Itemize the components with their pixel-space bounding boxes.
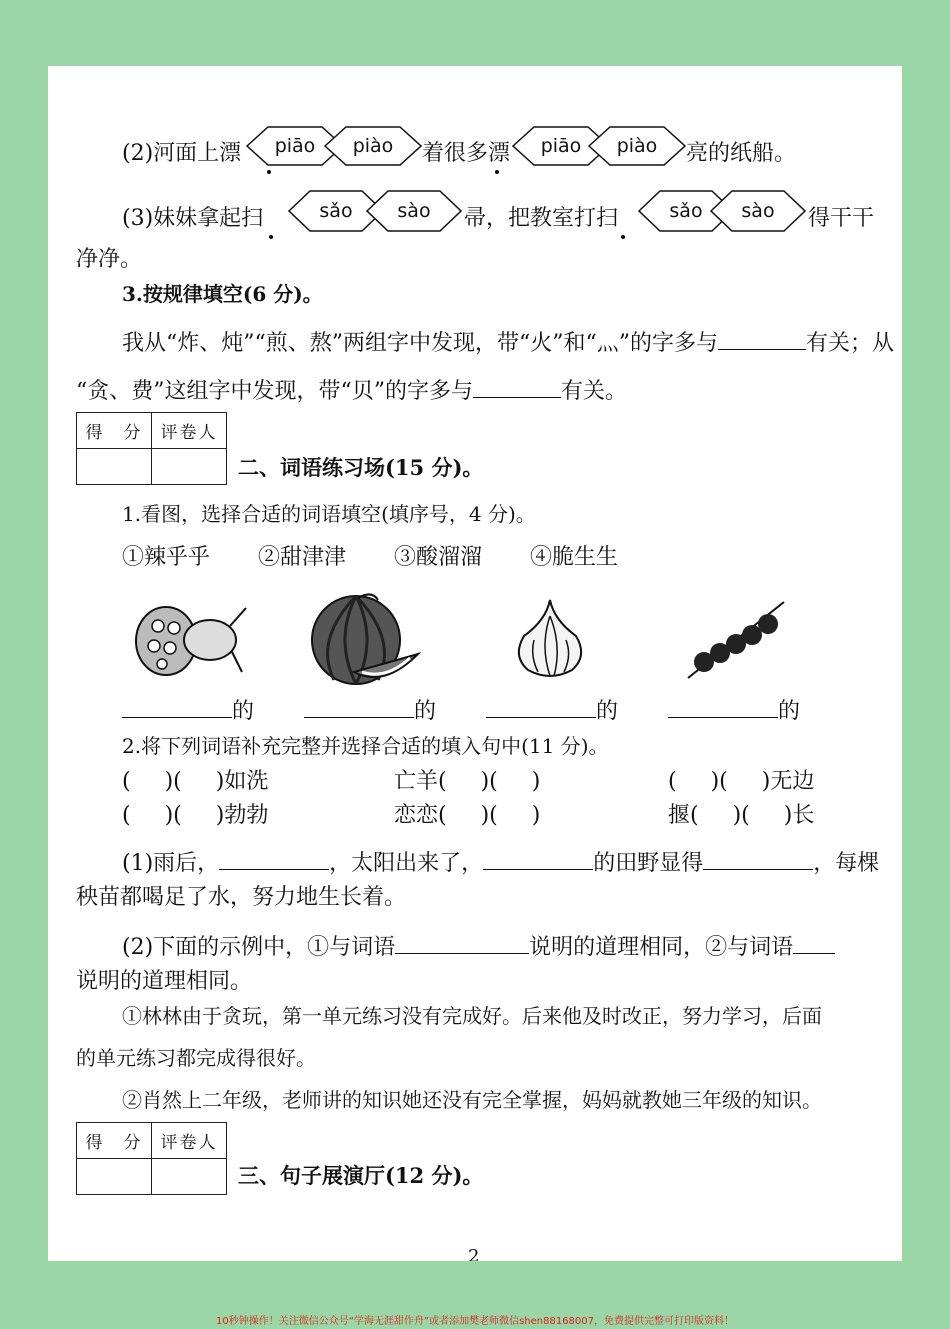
q2-suffix: 亮的纸船。 <box>686 141 797 166</box>
q2-title: 2.将下列词语补充完整并选择合适的填入句中(11 分)。 <box>122 734 609 758</box>
q1-title: 1.看图，选择合适的词语填空(填序号，4 分)。 <box>122 502 536 526</box>
answer-blank[interactable] <box>718 327 806 350</box>
footer-note: 10秒钟操作！关注微信公众号“学海无涯甜作舟”或者添加樊老师微信shen88168007，免费提供完整可打印版资料！ <box>215 1316 735 1327</box>
pinyin-diamond: piāo <box>512 126 610 166</box>
picture-blank-4: 的 <box>668 694 800 725</box>
grader-cell[interactable] <box>152 449 227 485</box>
q2-prefix: (2)河面上漂 <box>122 141 242 166</box>
score-table <box>76 1122 227 1195</box>
answer-blank[interactable] <box>219 847 329 870</box>
option-1: ①辣乎乎 <box>122 545 211 570</box>
watermelon-icon <box>304 592 422 688</box>
section2-title: 二、词语练习场(15 分)。 <box>238 455 484 480</box>
sentence-1-cont: 秧苗都喝足了水，努力地生长着。 <box>76 885 407 910</box>
grader-header: 评卷人 <box>152 1123 227 1159</box>
pinyin-diamond: sào <box>710 190 806 232</box>
emphasis-dot <box>267 170 271 174</box>
sentence-2-cont: 说明的道理相同。 <box>76 969 253 994</box>
pinyin-diamond: sào <box>366 190 462 232</box>
option-2: ②甜津津 <box>258 545 347 570</box>
garlic-icon <box>510 596 590 680</box>
example-2: ②肖然上二年级，老师讲的知识她还没有完全掌握，妈妈就教她三年级的知识。 <box>122 1088 822 1112</box>
emphasis-dot <box>269 235 273 239</box>
answer-blank[interactable] <box>793 931 835 954</box>
pinyin-diamond: piào <box>324 126 422 166</box>
answer-blank[interactable] <box>395 931 529 954</box>
sentence-2: (2)下面的示例中，①与词语 说明的道理相同，②与词语 <box>122 930 835 961</box>
answer-blank[interactable] <box>668 695 778 718</box>
q3-suffix: 得干干 <box>808 206 875 231</box>
worksheet-page <box>48 66 902 1261</box>
idiom-4: ( )( )勃勃 <box>122 803 269 828</box>
lotus-root-icon <box>130 596 250 686</box>
score-header: 得 分 <box>77 413 152 449</box>
answer-blank[interactable] <box>122 695 232 718</box>
q3-prefix: (3)妹妹拿起扫 <box>122 206 264 231</box>
q3-mid: 帚，把教室打扫 <box>464 206 619 231</box>
pinyin-diamond: piāo <box>246 126 344 166</box>
option-3: ③酸溜溜 <box>394 545 483 570</box>
rule-line2: “贪、费”这组字中发现，带“贝”的字多与 有关。 <box>76 374 627 405</box>
emphasis-dot <box>621 235 625 239</box>
option-4: ④脆生生 <box>530 545 619 570</box>
picture-blank-3: 的 <box>486 694 618 725</box>
rule-title: 3.按规律填空(6 分)。 <box>122 282 323 306</box>
example-1-cont: 的单元练习都完成得很好。 <box>76 1046 316 1070</box>
picture-blank-2: 的 <box>304 694 436 725</box>
pinyin-diamond: piào <box>588 126 686 166</box>
section3-title: 三、句子展演厅(12 分)。 <box>238 1163 484 1188</box>
score-table <box>76 412 227 485</box>
answer-blank[interactable] <box>483 847 593 870</box>
grader-cell[interactable] <box>152 1159 227 1195</box>
score-header: 得 分 <box>77 1123 152 1159</box>
idiom-6: 揠( )( )长 <box>668 803 815 828</box>
example-1: ①林林由于贪玩，第一单元练习没有完成好。后来他及时改正，努力学习，后面 <box>122 1004 822 1028</box>
idiom-1: ( )( )如洗 <box>122 769 269 794</box>
idiom-3: ( )( )无边 <box>668 769 815 794</box>
score-cell[interactable] <box>77 449 152 485</box>
grader-header: 评卷人 <box>152 413 227 449</box>
answer-blank[interactable] <box>304 695 414 718</box>
sentence-1: (1)雨后， ，太阳出来了， 的田野显得 ，每棵 <box>122 846 879 877</box>
pinyin-diamond: sǎo <box>288 190 384 232</box>
score-cell[interactable] <box>77 1159 152 1195</box>
idiom-2: 亡羊( )( ) <box>394 769 541 794</box>
answer-blank[interactable] <box>703 847 813 870</box>
pinyin-diamond: sǎo <box>638 190 734 232</box>
idiom-5: 恋恋( )( ) <box>394 803 541 828</box>
q3-cont: 净净。 <box>76 247 143 272</box>
page-number: 2 <box>468 1246 480 1261</box>
picture-blank-1: 的 <box>122 694 254 725</box>
answer-blank[interactable] <box>473 375 561 398</box>
emphasis-dot <box>495 170 499 174</box>
rule-line1: 我从“炸、炖”“煎、熬”两组字中发现，带“火”和“灬”的字多与 有关；从 <box>122 326 894 357</box>
hawthorn-skewer-icon <box>684 598 788 682</box>
q2-mid: 着很多漂 <box>422 141 511 166</box>
answer-blank[interactable] <box>486 695 596 718</box>
